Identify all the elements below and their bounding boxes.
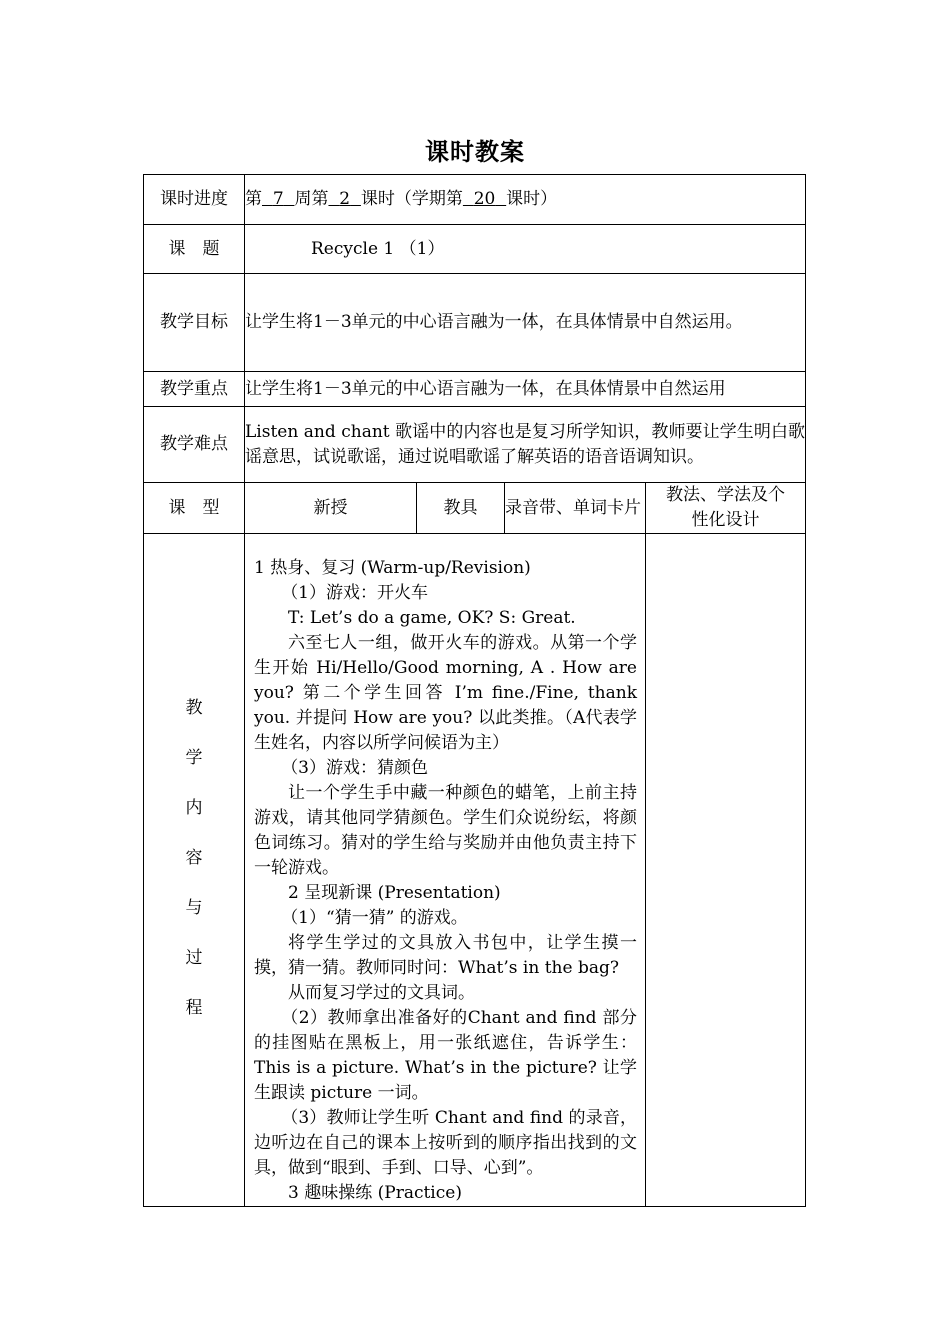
process-char-1: 教 bbox=[185, 698, 203, 718]
process-step-heading: 1 热身、复习 (Warm-up/Revision) bbox=[254, 558, 531, 578]
process-content bbox=[245, 534, 646, 1207]
process-char-3: 内 bbox=[185, 798, 203, 818]
process-step-heading: 2 呈现新课 (Presentation) bbox=[288, 883, 501, 903]
process-paragraph: （3）教师让学生听 Chant and find 的录音，边听边在自己的课本上按听到的顺序指出找到的文具，做到“眼到、手到、口导、心到”。 bbox=[254, 1108, 637, 1178]
label-process bbox=[144, 534, 245, 1207]
process-char-7: 程 bbox=[185, 998, 203, 1018]
lesson-type-value: 新授 bbox=[245, 483, 417, 534]
process-paragraph: T: Let’s do a game, OK? S: Great. bbox=[288, 608, 576, 628]
label-lesson-type: 课 型 bbox=[144, 483, 245, 534]
progress-p2: 周第 bbox=[294, 189, 329, 209]
process-step-heading: 3 趣味操练 (Practice) bbox=[288, 1183, 462, 1203]
progress-p1: 第 bbox=[245, 189, 262, 209]
process-paragraph: 从而复习学过的文具词。 bbox=[288, 983, 475, 1003]
row-key-point bbox=[144, 372, 806, 407]
label-progress: 课时进度 bbox=[144, 175, 245, 225]
week-number: 7 bbox=[272, 189, 284, 209]
row-topic bbox=[144, 225, 806, 274]
label-methods: 教法、学法及个性化设计 bbox=[646, 483, 806, 534]
process-paragraph: （1）游戏：开火车 bbox=[281, 583, 429, 603]
lesson-number: 2 bbox=[339, 189, 351, 209]
row-objective bbox=[144, 274, 806, 372]
process-char-2: 学 bbox=[185, 748, 203, 768]
label-objective: 教学目标 bbox=[144, 274, 245, 372]
label-teaching-aids: 教具 bbox=[417, 483, 505, 534]
progress-p4: 课时） bbox=[506, 189, 558, 209]
key-point-value: 让学生将1－3单元的中心语言融为一体，在具体情景中自然运用 bbox=[245, 372, 806, 407]
label-difficulty: 教学难点 bbox=[144, 407, 245, 483]
row-progress bbox=[144, 175, 806, 225]
process-paragraph: （2）教师拿出准备好的Chant and find 部分的挂图贴在黑板上，用一张纸遮住，告诉学生：This is a picture. What’s in the picture? 让学生跟读 picture 一词。 bbox=[254, 1008, 637, 1103]
page-title: 课时教案 bbox=[425, 138, 525, 166]
process-char-4: 容 bbox=[185, 848, 203, 868]
process-char-5: 与 bbox=[185, 898, 203, 918]
progress-p3: 课时（学期第 bbox=[360, 189, 463, 209]
lesson-plan-table bbox=[143, 174, 806, 1207]
topic-value: Recycle 1 （1） bbox=[245, 225, 806, 274]
row-process bbox=[144, 534, 806, 1207]
process-char-6: 过 bbox=[185, 948, 203, 968]
difficulty-value: Listen and chant 歌谣中的内容也是复习所学知识，教师要让学生明白歌谣意思，试说歌谣，通过说唱歌谣了解英语的语音语调知识。 bbox=[245, 407, 806, 483]
process-paragraph: （1）“猜一猜” 的游戏。 bbox=[281, 908, 468, 928]
process-paragraph: 六至七人一组，做开火车的游戏。从第一个学生开始 Hi/Hello/Good morning, A . How are you? 第二个学生回答 I’m fine./Fine, thank you. 并提问 How are you? 以此类推。（A代表学生姓名，内容以所学问候语为主） bbox=[254, 633, 637, 753]
process-paragraph: 将学生学过的文具放入书包中，让学生摸一摸，猜一猜。教师同时问：What’s in the bag? bbox=[254, 933, 637, 978]
process-paragraph: （3）游戏：猜颜色 bbox=[281, 758, 429, 778]
teaching-aids-value: 录音带、单词卡片 bbox=[505, 483, 646, 534]
label-key-point: 教学重点 bbox=[144, 372, 245, 407]
label-topic: 课 题 bbox=[144, 225, 245, 274]
progress-value bbox=[245, 175, 806, 225]
methods-content bbox=[646, 534, 806, 1207]
row-difficulty bbox=[144, 407, 806, 483]
row-lesson-type bbox=[144, 483, 806, 534]
objective-value: 让学生将1－3单元的中心语言融为一体，在具体情景中自然运用。 bbox=[245, 274, 806, 372]
process-paragraph: 让一个学生手中藏一种颜色的蜡笔，上前主持游戏，请其他同学猜颜色。学生们众说纷纭，将颜色词练习。猜对的学生给与奖励并由他负责主持下一轮游戏。 bbox=[254, 783, 637, 878]
term-lesson-number: 20 bbox=[473, 189, 496, 209]
